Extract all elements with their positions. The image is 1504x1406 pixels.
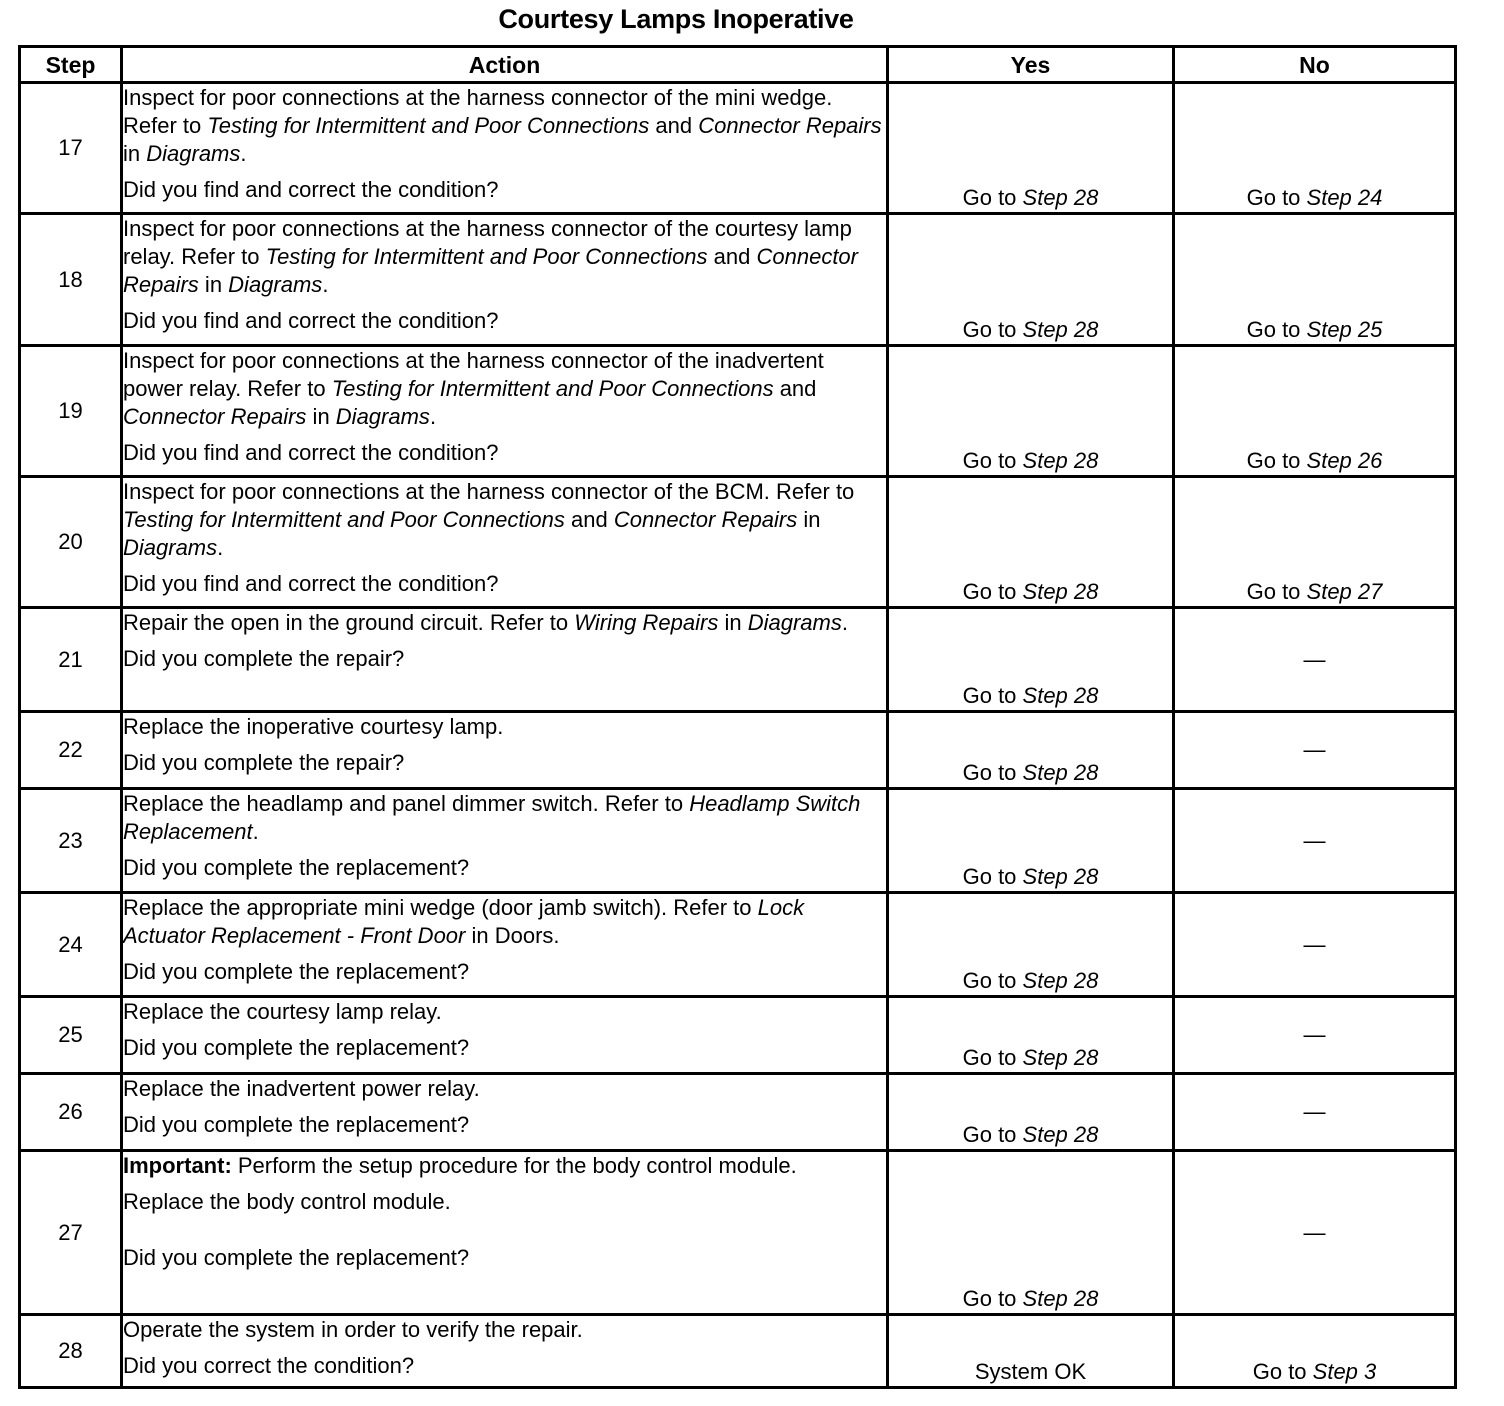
no-result-cell (1174, 712, 1456, 789)
table-row (20, 608, 1456, 712)
reference-text: Diagrams (146, 141, 241, 166)
action-text: and (649, 113, 699, 138)
yes-result-cell (888, 1074, 1174, 1151)
action-paragraph (123, 998, 886, 1026)
reference-text: Diagrams (228, 272, 323, 297)
step-reference: Step 28 (1022, 760, 1099, 785)
action-question: Did you complete the repair? (123, 750, 405, 775)
reference-text: Diagrams (747, 610, 842, 635)
reference-text: Testing for Intermittent and Poor Connections (265, 244, 708, 269)
no-result-cell (1174, 1151, 1456, 1315)
action-paragraph (123, 1316, 886, 1344)
diagnostic-table (18, 45, 1457, 1389)
important-label: Important: (123, 1153, 232, 1178)
table-row (20, 1074, 1456, 1151)
step-reference: Step 28 (1022, 185, 1099, 210)
action-cell (122, 477, 888, 608)
action-paragraph (123, 347, 886, 431)
yes-result-text: Go to (962, 760, 1023, 785)
not-applicable-dash: — (1303, 737, 1326, 762)
action-cell (122, 893, 888, 997)
yes-result-cell (888, 346, 1174, 477)
reference-text: Headlamp Switch Replacement (123, 791, 861, 844)
action-text: in (123, 141, 147, 166)
no-result-text: Go to (1246, 448, 1307, 473)
action-text: in (718, 610, 748, 635)
action-text: Repair the open in the ground circuit. Refer to (123, 610, 575, 635)
no-result-text: Go to (1246, 185, 1307, 210)
action-question: Did you complete the replacement? (123, 959, 470, 984)
action-text: in (306, 404, 336, 429)
action-text: in Doors. (465, 923, 560, 948)
reference-text: Diagrams (123, 535, 218, 560)
action-paragraph (123, 713, 886, 741)
action-cell (122, 1151, 888, 1315)
table-row (20, 712, 1456, 789)
step-reference: Step 28 (1022, 1045, 1099, 1070)
no-result-cell (1174, 214, 1456, 346)
document-title: Courtesy Lamps Inoperative (498, 4, 854, 34)
action-text: . (252, 819, 259, 844)
no-result-cell (1174, 1074, 1456, 1151)
action-text: Perform the setup procedure for the body control module. (231, 1153, 797, 1178)
step-number: 17 (20, 83, 122, 214)
yes-result-text: Go to (962, 579, 1023, 604)
reference-text: Diagrams (335, 404, 430, 429)
table-row (20, 1315, 1456, 1388)
table-row (20, 1151, 1456, 1315)
action-question: Did you find and correct the condition? (123, 308, 499, 333)
action-text: Operate the system in order to verify the repair. (123, 1317, 583, 1342)
action-text: Replace the inoperative courtesy lamp. (123, 714, 504, 739)
table-body (20, 83, 1456, 1388)
reference-text: Wiring Repairs (574, 610, 719, 635)
action-question: Did you complete the replacement? (123, 1035, 470, 1060)
action-paragraph (123, 609, 886, 637)
header-action: Action (122, 47, 888, 83)
action-text: . (240, 141, 247, 166)
yes-result-cell (888, 997, 1174, 1074)
action-paragraph (123, 84, 886, 168)
step-reference: Step 28 (1022, 968, 1099, 993)
yes-result-cell (888, 214, 1174, 346)
step-number: 22 (20, 712, 122, 789)
action-text: Inspect for poor connections at the harness connector of the inadvertent power relay. Refer to (123, 348, 824, 401)
no-result-cell (1174, 83, 1456, 214)
action-text: Replace the inadvertent power relay. (123, 1076, 480, 1101)
step-number: 21 (20, 608, 122, 712)
step-reference: Step 28 (1022, 1122, 1099, 1147)
header-no: No (1174, 47, 1456, 83)
no-result-cell (1174, 1315, 1456, 1388)
yes-result-text: Go to (962, 1122, 1023, 1147)
action-cell (122, 83, 888, 214)
yes-result-text: Go to (962, 448, 1023, 473)
action-paragraph (123, 1075, 886, 1103)
step-reference: Step 28 (1022, 864, 1099, 889)
not-applicable-dash: — (1303, 646, 1326, 672)
reference-text: Testing for Intermittent and Poor Connections (331, 376, 774, 401)
table-row (20, 997, 1456, 1074)
action-cell (122, 997, 888, 1074)
step-number: 25 (20, 997, 122, 1074)
not-applicable-dash: — (1303, 1099, 1326, 1124)
action-cell (122, 789, 888, 893)
step-reference: Step 28 (1022, 317, 1099, 342)
action-text: Replace the headlamp and panel dimmer switch. Refer to (123, 791, 690, 816)
step-reference: Step 27 (1306, 579, 1383, 604)
action-text: Inspect for poor connections at the harness connector of the courtesy lamp relay. Refer to (123, 216, 852, 269)
action-question: Did you complete the replacement? (123, 855, 470, 880)
step-number: 19 (20, 346, 122, 477)
action-question: Did you correct the condition? (123, 1353, 415, 1378)
action-text: Replace the courtesy lamp relay. (123, 999, 442, 1024)
no-result-cell (1174, 789, 1456, 893)
step-reference: Step 24 (1306, 185, 1383, 210)
step-reference: Step 25 (1306, 317, 1383, 342)
table-row (20, 83, 1456, 214)
table-row (20, 477, 1456, 608)
header-yes: Yes (888, 47, 1174, 83)
step-reference: Step 28 (1022, 683, 1099, 708)
action-paragraph (123, 215, 886, 299)
yes-result-text: Go to (962, 317, 1023, 342)
step-number: 18 (20, 214, 122, 346)
action-cell (122, 712, 888, 789)
step-number: 24 (20, 893, 122, 997)
yes-result-text: System OK (974, 1359, 1087, 1384)
no-result-text: Go to (1252, 1359, 1313, 1384)
no-result-cell (1174, 346, 1456, 477)
action-text: Replace the body control module. (123, 1189, 451, 1214)
yes-result-cell (888, 712, 1174, 789)
yes-result-cell (888, 789, 1174, 893)
action-text: Replace the appropriate mini wedge (door jamb switch). Refer to (123, 895, 758, 920)
reference-text: Connector Repairs (123, 404, 307, 429)
yes-result-cell (888, 608, 1174, 712)
reference-text: Connector Repairs (698, 113, 882, 138)
action-question: Did you find and correct the condition? (123, 177, 499, 202)
action-text: . (429, 404, 437, 429)
action-text: in (797, 507, 821, 532)
yes-result-cell (888, 477, 1174, 608)
table-row (20, 893, 1456, 997)
action-text: Inspect for poor connections at the harness connector of the mini wedge. Refer to (123, 85, 833, 138)
table-header-row (20, 47, 1456, 83)
table-row (20, 214, 1456, 346)
action-paragraph (123, 894, 886, 950)
reference-text: Testing for Intermittent and Poor Connections (207, 113, 650, 138)
action-question: Did you complete the replacement? (123, 1245, 470, 1270)
action-paragraph (123, 478, 886, 562)
no-result-text: Go to (1246, 579, 1307, 604)
action-text: in (198, 272, 229, 297)
not-applicable-dash: — (1303, 827, 1326, 853)
yes-result-text: Go to (962, 683, 1023, 708)
no-result-cell (1174, 997, 1456, 1074)
step-number: 28 (20, 1315, 122, 1388)
action-cell (122, 214, 888, 346)
action-cell (122, 608, 888, 712)
yes-result-cell (888, 1315, 1174, 1388)
no-result-cell (1174, 477, 1456, 608)
action-text: and (773, 376, 817, 401)
yes-result-text: Go to (962, 968, 1023, 993)
yes-result-text: Go to (962, 1286, 1023, 1311)
action-question: Did you complete the replacement? (123, 1112, 470, 1137)
step-reference: Step 26 (1306, 448, 1383, 473)
action-paragraph (123, 1188, 886, 1216)
yes-result-cell (888, 83, 1174, 214)
yes-result-text: Go to (962, 1045, 1023, 1070)
action-text: . (841, 610, 848, 635)
yes-result-text: Go to (962, 185, 1023, 210)
action-text: . (322, 272, 329, 297)
not-applicable-dash: — (1303, 1022, 1326, 1047)
yes-result-cell (888, 893, 1174, 997)
action-text: and (707, 244, 757, 269)
reference-text: Connector Repairs (123, 244, 858, 297)
step-number: 20 (20, 477, 122, 608)
reference-text: Testing for Intermittent and Poor Connections (123, 507, 565, 532)
action-paragraph (123, 790, 886, 846)
step-reference: Step 28 (1022, 1286, 1099, 1311)
no-result-cell (1174, 893, 1456, 997)
header-step: Step (20, 47, 122, 83)
yes-result-text: Go to (962, 864, 1023, 889)
reference-text: Lock Actuator Replacement - Front Door (123, 895, 805, 948)
action-paragraph (123, 1152, 886, 1180)
action-cell (122, 346, 888, 477)
step-number: 27 (20, 1151, 122, 1315)
step-reference: Step 28 (1022, 579, 1099, 604)
no-result-text: Go to (1246, 317, 1307, 342)
reference-text: Connector Repairs (613, 507, 798, 532)
table-row (20, 789, 1456, 893)
table-row (20, 346, 1456, 477)
step-reference: Step 3 (1312, 1359, 1377, 1384)
step-number: 26 (20, 1074, 122, 1151)
step-reference: Step 28 (1022, 448, 1099, 473)
step-number: 23 (20, 789, 122, 893)
not-applicable-dash: — (1303, 1219, 1326, 1245)
action-cell (122, 1315, 888, 1388)
action-question: Did you complete the repair? (123, 646, 405, 671)
action-text: and (564, 507, 614, 532)
action-text: Inspect for poor connections at the harness connector of the BCM. Refer to (123, 479, 855, 504)
not-applicable-dash: — (1303, 931, 1326, 957)
action-question: Did you find and correct the condition? (123, 440, 499, 465)
no-result-cell (1174, 608, 1456, 712)
action-text: . (217, 535, 224, 560)
yes-result-cell (888, 1151, 1174, 1315)
action-question: Did you find and correct the condition? (123, 571, 499, 596)
action-cell (122, 1074, 888, 1151)
